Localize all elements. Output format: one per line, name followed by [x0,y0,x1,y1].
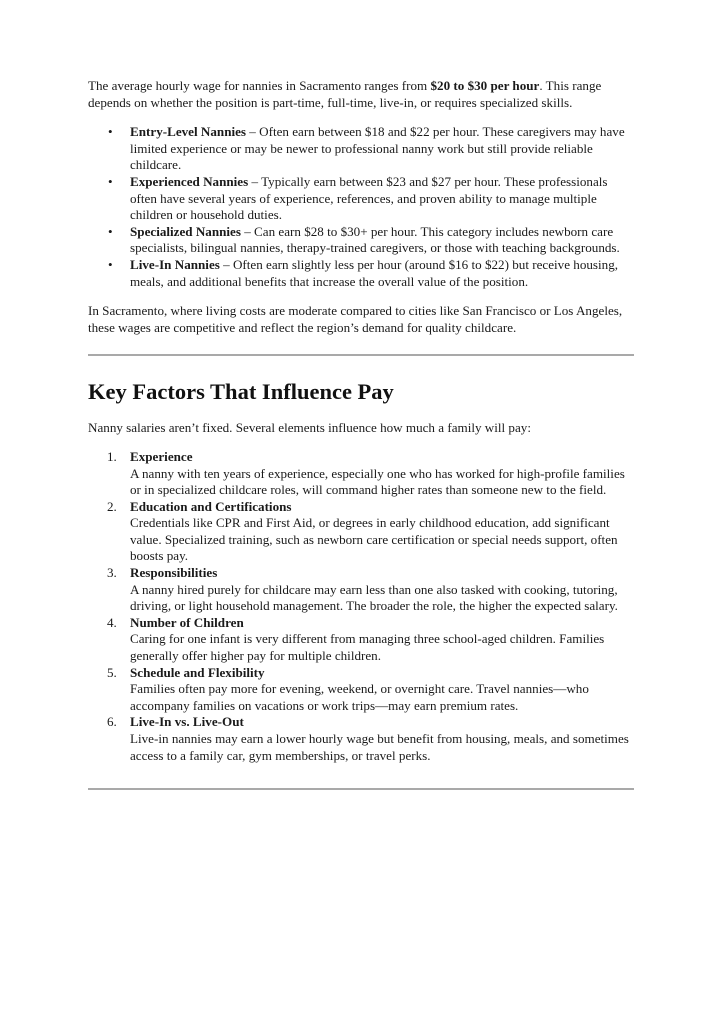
item-number: 2. [107,498,117,514]
tier-description: – Often earn slightly less per hour (around $16 to $22) but receive housing, meals, and additional benefits that increase the overall value of the position. [130,256,619,289]
item-number: 5. [107,664,117,680]
pay-factors-list [88,449,634,764]
factor-title: Number of Children [130,614,244,630]
list-item [107,565,634,615]
factor-description: Live-in nannies may earn a lower hourly wage but benefit from housing, meals, and sometimes access to a family car, gym memberships, or travel perks. [130,731,629,763]
factor-title: Experience [130,448,193,464]
list-item [107,448,634,499]
section-divider [88,354,634,356]
list-item [107,498,634,565]
closing-paragraph: In Sacramento, where living costs are moderate compared to cities like San Francisco or Los Angeles, these wages are competitive and reflect the region’s demand for quality childcare. [88,303,623,335]
document-page [88,78,634,790]
item-number: 4. [107,614,117,630]
tier-term: Experienced Nannies [130,173,249,189]
list-item [108,223,634,257]
tier-term: Live-In Nannies [130,256,220,272]
section-heading: Key Factors That Influence Pay [88,379,394,405]
section-lead-paragraph: Nanny salaries aren’t fixed. Several elements influence how much a family will pay: [88,420,531,436]
list-item [108,173,634,224]
factor-title: Live-In vs. Live-Out [130,714,244,730]
list-item [107,614,634,665]
bullet-marker: • [108,124,113,140]
tier-term: Specialized Nannies [130,223,241,239]
section-divider [88,788,634,790]
item-number: 6. [107,714,117,730]
factor-description: A nanny hired purely for childcare may earn less than one also tasked with cooking, tutoring, driving, or light household management. The broader the role, the higher the expected salary. [130,581,618,614]
tier-description: – Typically earn between $23 and $27 per hour. These professionals often have several years of experience, references, and proven ability to manage multiple children or household duties. [130,173,608,223]
factor-description: Credentials like CPR and First Aid, or degrees in early childhood education, add significant value. Specialized training, such as newborn care certification or special needs support, often boosts pay. [130,515,618,564]
intro-text-after: . This range depends on whether the position is part-time, full-time, live-in, or requires specialized skills. [88,78,602,110]
list-item [107,714,634,764]
factor-title: Schedule and Flexibility [130,664,265,680]
tier-description: – Often earn between $18 and $22 per hour. These caregivers may have limited experience or may be newer to professional nanny work but still provide reliable childcare. [130,124,625,173]
bullet-marker: • [108,223,113,239]
bullet-marker: • [108,173,113,189]
tier-description: – Can earn $28 to $30+ per hour. This category includes newborn care specialists, bilingual nannies, therapy-trained caregivers, or those with teaching backgrounds. [130,223,620,256]
intro-paragraph [88,78,634,111]
factor-description: Families often pay more for evening, weekend, or overnight care. Travel nannies—who accompany families on vacations or work trips—may earn premium rates. [130,681,589,713]
list-item [108,124,634,174]
factor-title: Education and Certifications [130,498,292,514]
tier-term: Entry-Level Nannies [130,124,247,140]
factor-description: Caring for one infant is very different from managing three school-aged children. Families generally offer higher pay for multiple children. [130,631,605,664]
item-number: 3. [107,565,117,581]
wage-tier-list [88,124,634,290]
intro-text-before: The average hourly wage for nannies in Sacramento ranges from [88,78,431,93]
factor-description: A nanny with ten years of experience, especially one who has worked for high-profile families or in specialized childcare roles, will command higher rates than someone new to the field. [130,465,625,498]
list-item [108,256,634,290]
list-item [107,664,634,715]
wage-range-highlight: $20 to $30 per hour [430,78,540,93]
bullet-marker: • [108,256,113,272]
factor-title: Responsibilities [130,565,218,581]
item-number: 1. [107,448,117,464]
